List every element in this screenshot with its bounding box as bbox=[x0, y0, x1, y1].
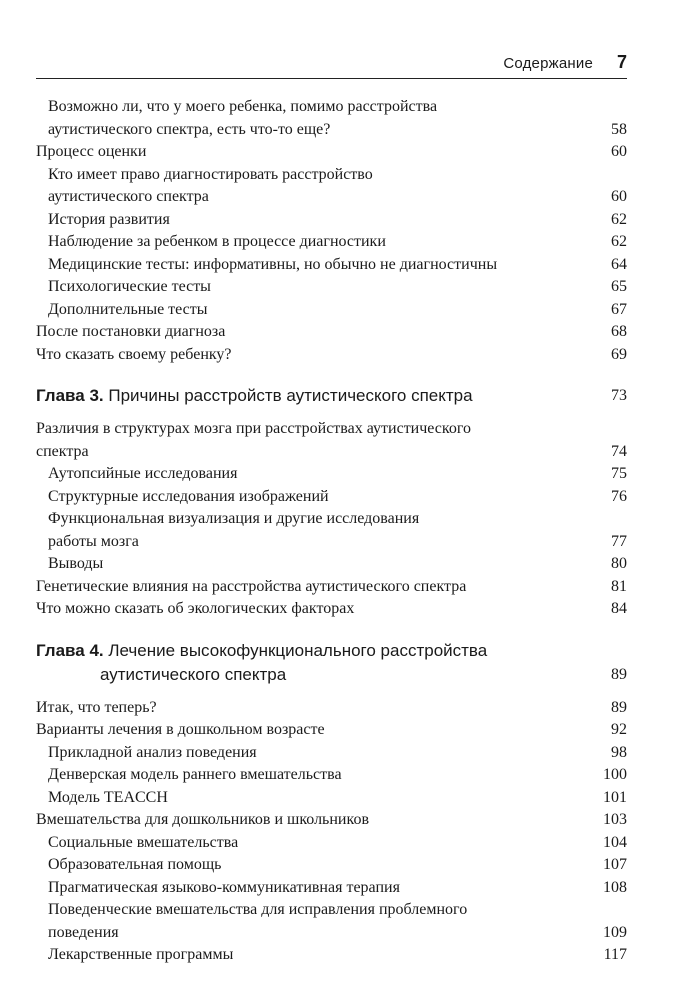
toc-entry-title: Социальные вмешательства bbox=[48, 833, 239, 851]
toc-entry-line: аутистического спектра, есть что-то еще? bbox=[48, 120, 331, 138]
toc-entry-title: После постановки диагноза bbox=[36, 323, 226, 340]
toc-entry-title: Дополнительные тесты bbox=[48, 300, 208, 318]
toc-entry-line: спектра bbox=[36, 442, 89, 460]
toc-page-number: 100 bbox=[603, 766, 627, 783]
toc-entry bbox=[36, 254, 627, 277]
toc-page-number: 77 bbox=[611, 532, 627, 550]
toc-entry-title: Вмешательства для дошкольников и школьников bbox=[36, 811, 369, 828]
toc-entry bbox=[36, 96, 627, 141]
toc-entry-line: Кто имеет право диагностировать расстройство bbox=[48, 165, 373, 183]
toc-entry bbox=[36, 141, 627, 164]
toc-entry-title: Денверская модель раннего вмешательства bbox=[48, 766, 342, 783]
toc-entry-title: Структурные исследования изображений bbox=[48, 487, 329, 505]
toc-page-number: 75 bbox=[611, 465, 627, 482]
toc-entry-title: Варианты лечения в дошкольном возрасте bbox=[36, 721, 325, 738]
toc-entry bbox=[36, 809, 627, 832]
toc-entry bbox=[36, 576, 627, 599]
chapter-title-line: аутистического спектра bbox=[100, 664, 287, 684]
toc-entry bbox=[36, 276, 627, 299]
toc-entry-title: Психологические тесты bbox=[48, 278, 211, 295]
toc-entry-title: Что можно сказать об экологических факторах bbox=[36, 600, 355, 617]
toc-entry bbox=[36, 877, 627, 900]
toc-entry-title: Образовательная помощь bbox=[48, 856, 222, 873]
toc-page-number: 60 bbox=[611, 143, 627, 160]
toc-entry-title: Модель TEACCH bbox=[48, 788, 168, 806]
toc-page-number: 60 bbox=[611, 188, 627, 205]
toc-entry-line: Функциональная визуализация и другие исследования bbox=[48, 510, 420, 527]
toc-page-number: 104 bbox=[603, 833, 627, 851]
toc-entry-title: История развития bbox=[48, 210, 170, 228]
toc-entry bbox=[36, 418, 627, 463]
toc-entry-title: Наблюдение за ребенком в процессе диагностики bbox=[48, 233, 386, 250]
toc-entry bbox=[36, 209, 627, 232]
toc-page-number: 65 bbox=[611, 278, 627, 295]
toc-entry bbox=[36, 164, 627, 209]
toc-entry bbox=[36, 899, 627, 944]
toc-entry-title: Медицинские тесты: информативны, но обычно не диагностичны bbox=[48, 255, 498, 273]
toc-page-number: 64 bbox=[611, 255, 627, 273]
toc-page-number: 92 bbox=[611, 721, 627, 738]
toc-entry-line: поведения bbox=[48, 923, 119, 941]
running-header bbox=[36, 52, 627, 79]
toc-entry bbox=[36, 508, 627, 553]
toc-entry-title: Прикладной анализ поведения bbox=[48, 743, 257, 761]
toc-page-number: 62 bbox=[611, 233, 627, 250]
chapter-heading bbox=[36, 639, 627, 687]
toc-entry-title: Прагматическая языково-коммуникативная терапия bbox=[48, 878, 400, 896]
toc-entry-title: Выводы bbox=[48, 555, 104, 572]
toc-entry-line: Поведенческие вмешательства для исправления проблемного bbox=[48, 901, 468, 918]
chapter-title-line: Лечение высокофункционального расстройства bbox=[108, 640, 488, 660]
toc-page-number: 62 bbox=[611, 210, 627, 228]
toc-page-number: 58 bbox=[611, 120, 627, 138]
toc-page-number: 117 bbox=[603, 946, 627, 963]
chapter-number: Глава 4. bbox=[36, 640, 104, 660]
toc-entry-line: Возможно ли, что у моего ребенка, помимо расстройства bbox=[48, 98, 438, 115]
toc-entry bbox=[36, 486, 627, 509]
toc-entry bbox=[36, 764, 627, 787]
toc-entry bbox=[36, 719, 627, 742]
toc-entry bbox=[36, 697, 627, 720]
toc-page-number: 101 bbox=[603, 788, 627, 806]
toc-page-number: 98 bbox=[611, 743, 627, 761]
chapter-title: Причины расстройств аутистического спектра bbox=[108, 386, 473, 405]
toc-entry-line: работы мозга bbox=[48, 532, 139, 550]
toc-entry-title: Итак, что теперь? bbox=[36, 698, 157, 716]
toc-page-number: 107 bbox=[603, 856, 627, 873]
toc-page-number: 76 bbox=[611, 487, 627, 505]
toc-page-number: 81 bbox=[611, 577, 627, 595]
toc-page-number: 73 bbox=[611, 387, 627, 404]
toc-entry bbox=[36, 321, 627, 344]
chapter-heading bbox=[36, 384, 627, 408]
toc-page-number: 69 bbox=[611, 345, 627, 363]
toc-entry-title: Процесс оценки bbox=[36, 143, 147, 160]
page-number: 7 bbox=[616, 52, 627, 72]
toc-entry bbox=[36, 742, 627, 765]
toc-entry bbox=[36, 299, 627, 322]
toc-page-number: 84 bbox=[611, 600, 627, 617]
toc-entry-line: Различия в структурах мозга при расстройствах аутистического bbox=[36, 420, 472, 437]
toc-page-number: 103 bbox=[603, 811, 627, 828]
toc-entry-title: Аутопсийные исследования bbox=[48, 465, 238, 482]
toc-entry bbox=[36, 854, 627, 877]
toc-entry bbox=[36, 832, 627, 855]
toc-entry bbox=[36, 598, 627, 621]
toc-entry bbox=[36, 787, 627, 810]
toc-entry bbox=[36, 231, 627, 254]
toc-page-number: 108 bbox=[603, 878, 627, 896]
toc-page-number: 89 bbox=[611, 665, 627, 683]
table-of-contents bbox=[36, 96, 627, 967]
toc-entry-title: Лекарственные программы bbox=[48, 946, 234, 963]
toc-entry bbox=[36, 944, 627, 967]
toc-entry-title: Генетические влияния на расстройства аутистического спектра bbox=[36, 577, 467, 595]
toc-entry-title: Что сказать своему ребенку? bbox=[36, 345, 232, 363]
toc-page-number: 74 bbox=[611, 442, 627, 460]
toc-page-number: 80 bbox=[611, 555, 627, 572]
toc-entry bbox=[36, 463, 627, 486]
toc-page-number: 68 bbox=[611, 323, 627, 340]
section-title: Содержание bbox=[503, 55, 593, 72]
toc-entry bbox=[36, 344, 627, 367]
toc-page-number: 67 bbox=[611, 300, 627, 318]
chapter-number: Глава 3. bbox=[36, 386, 104, 405]
toc-page-number: 89 bbox=[611, 698, 627, 716]
toc-entry bbox=[36, 553, 627, 576]
toc-entry-line: аутистического спектра bbox=[48, 188, 209, 205]
toc-page-number: 109 bbox=[603, 923, 627, 941]
